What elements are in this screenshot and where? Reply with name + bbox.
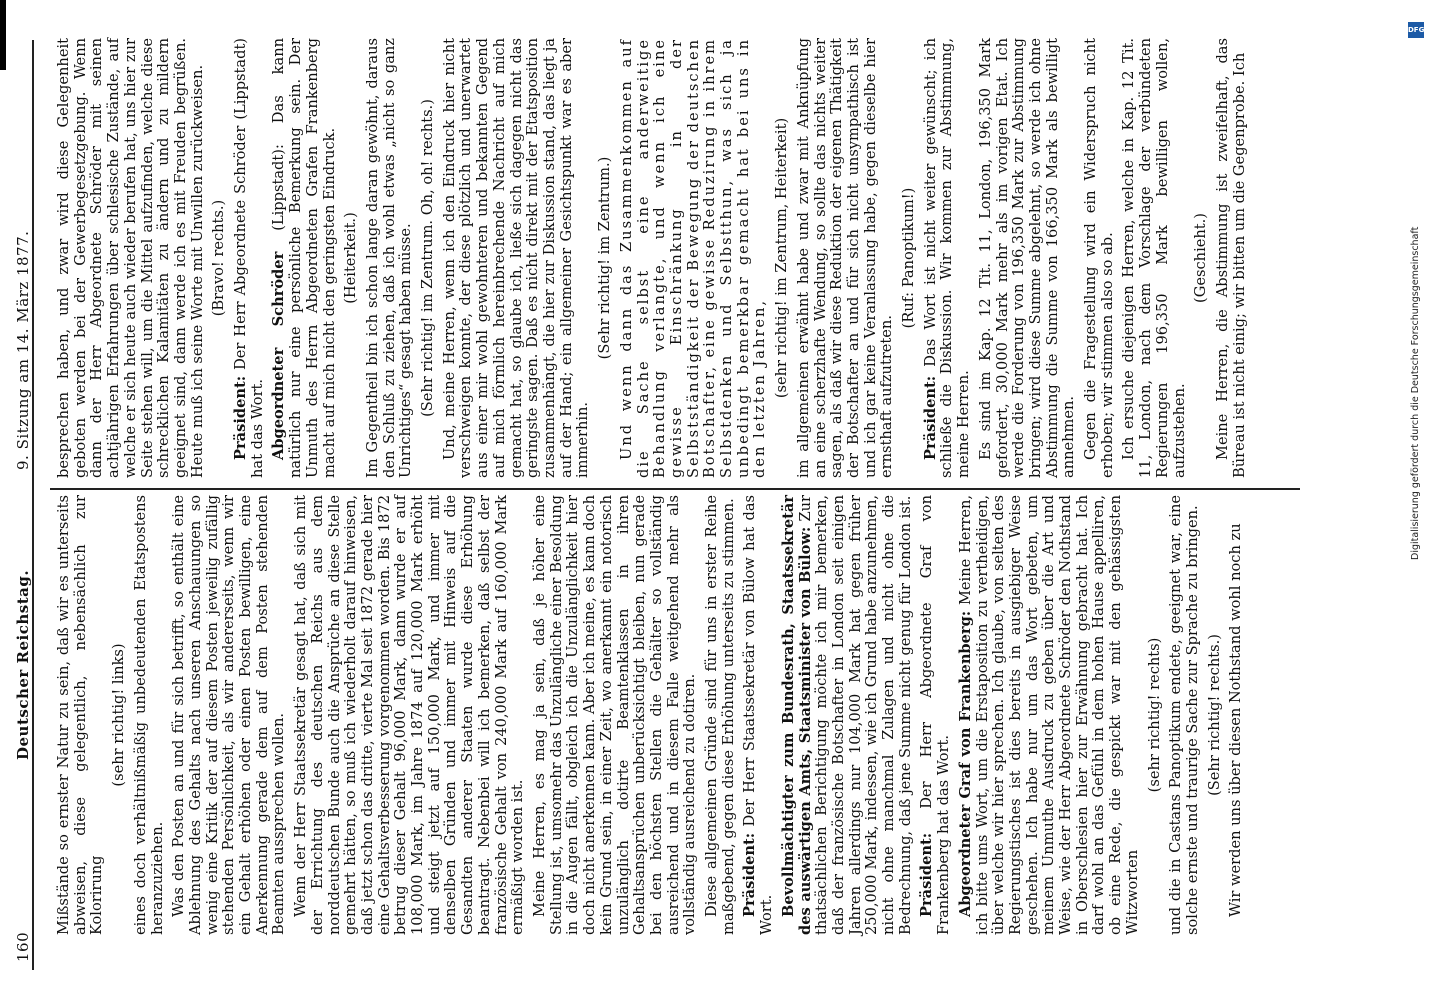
speech-text: Zur thatsächlichen Berichtigung möchte ich mir bemerken, daß der französische Botschafter in London seit einigen Jahren allerdings nur 104,000 Mark hat gegen früher 250,000 Mark, indessen, wie ich Grund habe anzunehmen, nicht ohne manchmal Zulagen und nicht ohne die Bedrechnung, daß jene Summe nicht genug für London ist.: [796, 495, 914, 935]
column-divider: [50, 488, 1300, 490]
session-date: 9. Sitzung am 14. März 1877.: [14, 230, 32, 470]
speaker-paragraph: [919, 495, 952, 935]
speaker-paragraph: [233, 38, 266, 478]
paragraph: eines doch verhältnißmäßig unbedeutenden Etatspostens heranzuziehen.: [131, 495, 166, 935]
interjection: (Ruf: Panoptikum!): [900, 187, 918, 329]
speech-text: Meine Herren, ich bitte ums Wort, um die Erstaposition zu vertheidigen, über welche wir hier sprechen. Ich glaube, von selten des Regierungstisches ist dies bereits in ausgiebiger Weise geschehen. Ich habe nur um das Wort gebeten, um meinem Unmuthe Ausdruck zu geben über die Art und Weise, wie der Herr Abgeordnete Schröder den Nothstand in Oberschlesien hier zur Erwähnung gebracht hat. Ich darf wohl an das Gefühl in dem hohen Hause appelliren, ob eine Rede, die gespickt war mit den gehässigsten Witzworten: [956, 495, 1141, 935]
scan-edge-shadow: [0, 0, 6, 70]
interjection: (Heiterkeit.): [342, 212, 360, 304]
speaker-paragraph: [271, 38, 338, 478]
interjection: (sehr richtig! rechts): [1145, 637, 1163, 793]
speaker-paragraph: [958, 495, 1142, 935]
speech-text: Der Herr Abgeordnete Graf von Frankenberg hat das Wort.: [918, 495, 953, 935]
paragraph: Diese allgemeinen Gründe sind für uns in erster Reihe maßgebend, gegen diese Erhöhung unterseits zu stimmen.: [703, 495, 737, 935]
right-column: [56, 38, 1253, 478]
speaker-label: Abgeordneter Schröder: [270, 251, 288, 460]
header-rule: [32, 40, 34, 970]
dfg-logo: DFG: [1408, 22, 1424, 38]
interjection: (Sehr richtig! rechts.): [1205, 634, 1223, 796]
paragraph: Mißstände so ernster Natur zu sein, daß wir es unterseits abweisen, diese gelegentlich, nebensächlich zur Kolorirung: [55, 495, 106, 935]
speaker-paragraph: [923, 38, 973, 478]
left-column: [56, 495, 1250, 935]
speech-text: (Lippstadt): Das kann natürlich nur eine persönliche Bemerkung sein. Der Unmuth des Herrn Abgeordneten Grafen Frankenberg macht auf mich nicht den geringsten Eindruck.: [270, 38, 338, 478]
speech-text: Das Wort ist nicht weiter gewünscht; ich schließe die Diskussion. Wir kommen zur Abstimmung, meine Herren.: [921, 37, 973, 478]
interjection: (sehr richtig! links): [110, 643, 128, 787]
paragraph: Wir werden uns über diesen Nothstand wohl noch zu: [1227, 523, 1245, 917]
running-title: Deutscher Reichstag.: [14, 569, 32, 760]
paragraph: Gegen die Fragestellung wird ein Widerspruch nicht erhoben; wir stimmen also so ab.: [1082, 38, 1116, 478]
speaker-label: Präsident:: [921, 375, 939, 460]
speech-text: Der Herr Abgeordnete Schröder (Lippstadt) hat das Wort.: [232, 37, 266, 478]
speaker-label: Abgeordneter Graf von Frankenberg:: [956, 610, 974, 917]
speech-text: Der Herr Staatssekretär von Bülow hat das Wort.: [741, 494, 776, 935]
paragraph: besprechen haben, und zwar wird diese Gelegenheit geboten werden bei der Gewerbegesetzgebung. Wenn dann der Herr Abgeordnete Schröder mit seinen achtjährigen Erfahrungen über schlesische Zustände, auf welche er sich heute auch wieder berufen hat, uns hier zur Seite stehen will, um die Mittel aufzufinden, welche diese schrecklichen Kalamitäten zu ändern und zu mildern geeignet sind, dann werde ich es mit Freuden begrüßen. Heute muß ich seine Worte mit Unwillen zurückweisen.: [55, 38, 206, 478]
dfg-credit-text: Digitalisierung gefördert durch die Deutsche Forschungsgemeinschaft: [1410, 226, 1421, 560]
interjection: (Geschieht.): [1192, 213, 1210, 303]
interjection: (sehr richtig! im Zentrum, Heiterkeit): [773, 117, 791, 399]
paragraph: Meine Herren, es mag ja sein, daß je höher eine Stellung ist, umsomehr das Unzulängliche einer Besoldung in die Augen fällt, obgleich ich die Unzulänglichkeit hier doch nicht anerkennen kann. Aber ich meine, es kann doch kein Grund sein, in einer Zeit, wo anerkannt ein notorisch unzulänglich dotirte Beamtenklassen in ihren Gehaltsansprüchen unberücksichtigt bleiben, nun gerade bei den höchsten Stellen die Gehälter so vollständig ausreichend und in diesem Falle weitgehend mehr als vollständig ausreichend zu dotiren.: [530, 495, 699, 935]
paragraph: Ich ersuche diejenigen Herren, welche in Kap. 12 Tit. 11, London, nach dem Vorschlage der verbündeten Regierungen 196,350 Mark bewilligen wollen, aufzustehen.: [1120, 38, 1188, 478]
speaker-label: Präsident:: [232, 375, 250, 460]
paragraph: Und wenn dann das Zusammenkommen auf die Sache selbst eine anderweitige Behandlung verlangte, und wenn ich eine gewisse Einschränkung in der Selbstständigkeit der Bewegung der deutschen Botschafter, eine gewisse Reduzirung in ihrem Selbstdenken und Selbstthun, was sich ja unbedingt bemerkbar gemacht hat bei uns in den letzten Jahren,: [617, 38, 769, 478]
interjection: (Sehr richtig! im Zentrum. Oh, oh! rechts.): [419, 99, 437, 417]
paragraph: im allgemeinen erwähnt habe und zwar mit Anknüpfung an eine scherzhafte Wendung, so sollte das nichts weiter sagen, als daß wir diese Reduktion der eigenen Thätigkeit der Botschafter an und für sich nicht unsympathisch ist und ich gar keine Veranlassung habe, gegen dieselbe hier ernsthaft aufzutreten.: [794, 38, 896, 478]
interjection: (Bravo! rechts.): [210, 199, 228, 317]
speaker-label: Präsident:: [741, 832, 759, 917]
paragraph: Meine Herren, die Abstimmung ist zweifelhaft, das Büreau ist nicht einig; wir bitten um die Gegenprobe. Ich: [1214, 38, 1248, 478]
paragraph: Was den Posten an und für sich betrifft, so enthält eine Ablehnung des Gehalts nach unseren Anschauungen so wenig eine Kritik der auf diesem Posten jeweilig zufällig stehenden Persönlichkeit, als wir andererseits, wenn wir ein Gehalt erhöhen oder einen Posten bewilligen, eine Anerkennung gerade dem auf dem Posten stehenden Beamten aussprechen wollen.: [170, 495, 288, 935]
paragraph: Und, meine Herren, wenn ich den Eindruck hier nicht verschweigen konnte, der diese plötzlich und unerwartet aus einer mir wohl gewohnteren und bekannten Gegend auf mich förmlich hereinbrechende Nachricht auf mich gemacht hat, so glaube ich, ließe sich dagegen nicht das geringste sagen. Daß es nicht direkt mit der Etatsposition zusammenhängt, die hier zur Diskussion stand, das liegt ja auf der Hand; ein allgemeiner Gesichtspunkt war es aber immerhin.: [440, 38, 592, 478]
interjection: (Sehr richtig! im Zentrum.): [596, 156, 614, 360]
paragraph: Es sind im Kap. 12 Tit. 11, London, 196,350 Mark gefordert, 30,000 Mark mehr als im vorigen Etat. Ich werde die Forderung von 196,350 Mark zur Abstimmung bringen; wird diese Summe abgelehnt, so werde ich ohne Abstimmung die Summe von 166,350 Mark als bewilligt annehmen.: [976, 38, 1078, 478]
speaker-label: Präsident:: [918, 832, 936, 917]
paragraph: und die in Castans Panoptikum endete, geeignet war, eine solche ernste und traurige Sache zur Sprache zu bringen.: [1167, 495, 1201, 935]
speaker-paragraph: [742, 495, 775, 935]
speaker-label: Bevollmächtigter zum Bundesrath, Staatssekretär des auswärtigen Amts, Staatsminister von Bülow:: [779, 495, 814, 935]
paragraph: Wenn der Herr Staatssekretär gesagt hat, daß sich mit der Errichtung des deutschen Reichs aus dem norddeutschen Bunde auch die Ansprüche an diese Stelle gemehrt hätten, so muß ich wiederholt darauf hinweisen, daß jetzt schon das dritte, vierte Mal seit 1872 gerade hier eine Gehaltsverbesserung vorgenommen worden. Bis 1872 betrug dieser Gehalt 96,000 Mark, dann wurde er auf 108,000 Mark, im Jahre 1874 auf 120,000 Mark erhöht und steigt jetzt auf 150,000 Mark, und immer mit denselben Gründen und immer mit Hinweis auf die Gesandten anderer Staaten wurde diese Erhöhung beantragt. Nebenbei will ich bemerken, daß selbst der französische Gehalt von 240,000 Mark auf 160,000 Mark ermäßigt worden ist.: [292, 495, 527, 935]
paragraph: Im Gegentheil bin ich schon lange daran gewöhnt, daraus den Schluß zu ziehen, daß ich wohl etwas „nicht so ganz Unrichtiges“ gesagt haben müsse.: [363, 38, 415, 478]
speaker-paragraph: [781, 495, 915, 935]
page-number: 160: [14, 931, 32, 962]
